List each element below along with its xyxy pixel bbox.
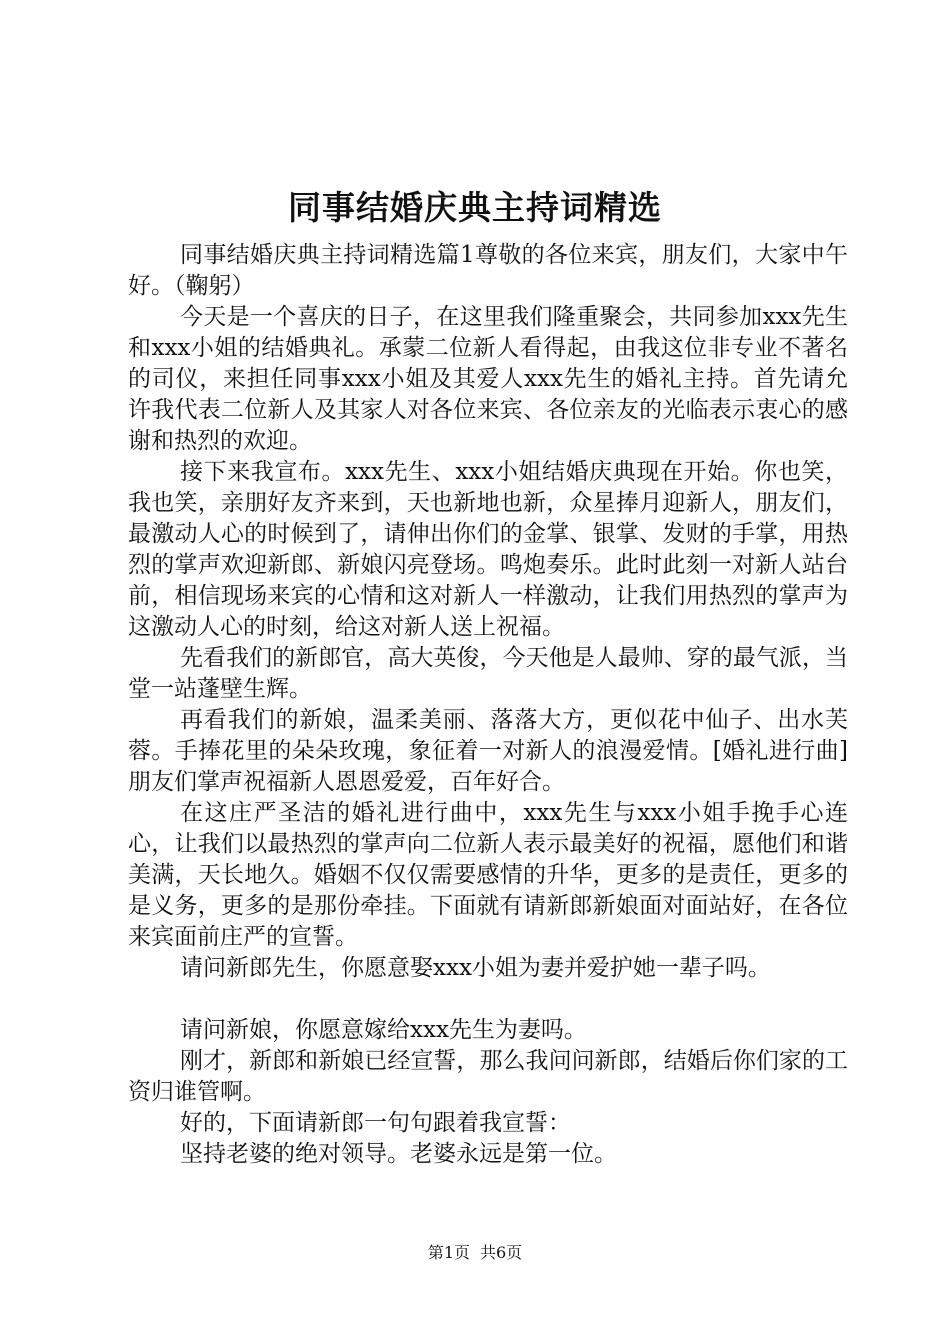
paragraph-salary-question: 刚才，新郎和新娘已经宣誓，那么我问问新郎，结婚后你们家的工资归谁管啊。 xyxy=(128,1048,848,1105)
paragraph-oath-line: 坚持老婆的绝对领导。老婆永远是第一位。 xyxy=(180,1141,617,1167)
page-total: 共6页 xyxy=(480,1243,523,1262)
paragraph-bride-vow-question: 请问新娘，你愿意嫁给xxx先生为妻吗。 xyxy=(180,1017,587,1043)
paragraph-bride: 再看我们的新娘，温柔美丽、落落大方，更似花中仙子、出水芙蓉。手捧花里的朵朵玫瑰，象征着一对新人的浪漫爱情。[婚礼进行曲]朋友们掌声祝福新人恩恩爱爱，百年好合。 xyxy=(128,707,848,795)
document-body xyxy=(128,240,848,1170)
page-number: 第1页 xyxy=(427,1243,470,1262)
page-footer xyxy=(0,1240,950,1266)
paragraph-greeting: 同事结婚庆典主持词精选篇1尊敬的各位来宾，朋友们，大家中午好。（鞠躬） xyxy=(128,242,848,299)
paragraph-groom: 先看我们的新郎官，高大英俊，今天他是人最帅、穿的最气派，当堂一站蓬壁生辉。 xyxy=(128,645,848,702)
paragraph-groom-vow-question: 请问新郎先生，你愿意娶xxx小姐为妻并爱护她一辈子吗。 xyxy=(180,955,771,981)
paragraph-announcement: 接下来我宣布。xxx先生、xxx小姐结婚庆典现在开始。你也笑，我也笑，亲朋好友齐来到，天也新地也新，众星捧月迎新人，朋友们，最激动人心的时候到了，请伸出你们的金掌、银掌、发财的手掌，用热烈的掌声欢迎新郎、新娘闪亮登场。鸣炮奏乐。此时此刻一对新人站台前，相信现场来宾的心情和这对新人一样激动，让我们用热烈的掌声为这激动人心的时刻，给这对新人送上祝福。 xyxy=(128,459,848,640)
paragraph-opening: 今天是一个喜庆的日子，在这里我们隆重聚会，共同参加xxx先生和xxx小姐的结婚典礼。承蒙二位新人看得起，由我这位非专业不著名的司仪，来担任同事xxx小姐及其爱人xxx先生的婚礼主持。首先请允许我代表二位新人及其家人对各位来宾、各位亲友的光临表示衷心的感谢和热烈的欢迎。 xyxy=(128,304,848,454)
page-title: 同事结婚庆典主持词精选 xyxy=(288,188,662,227)
paragraph-ceremony: 在这庄严圣洁的婚礼进行曲中，xxx先生与xxx小姐手挽手心连心，让我们以最热烈的掌声向二位新人表示最美好的祝福，愿他们和谐美满，天长地久。婚姻不仅仅需要感情的升华，更多的是责任，更多的是义务，更多的是那份牵挂。下面就有请新郎新娘面对面站好，在各位来宾面前庄严的宣誓。 xyxy=(128,800,848,950)
paragraph-oath-intro: 好的，下面请新郎一句句跟着我宣誓： xyxy=(180,1110,571,1136)
